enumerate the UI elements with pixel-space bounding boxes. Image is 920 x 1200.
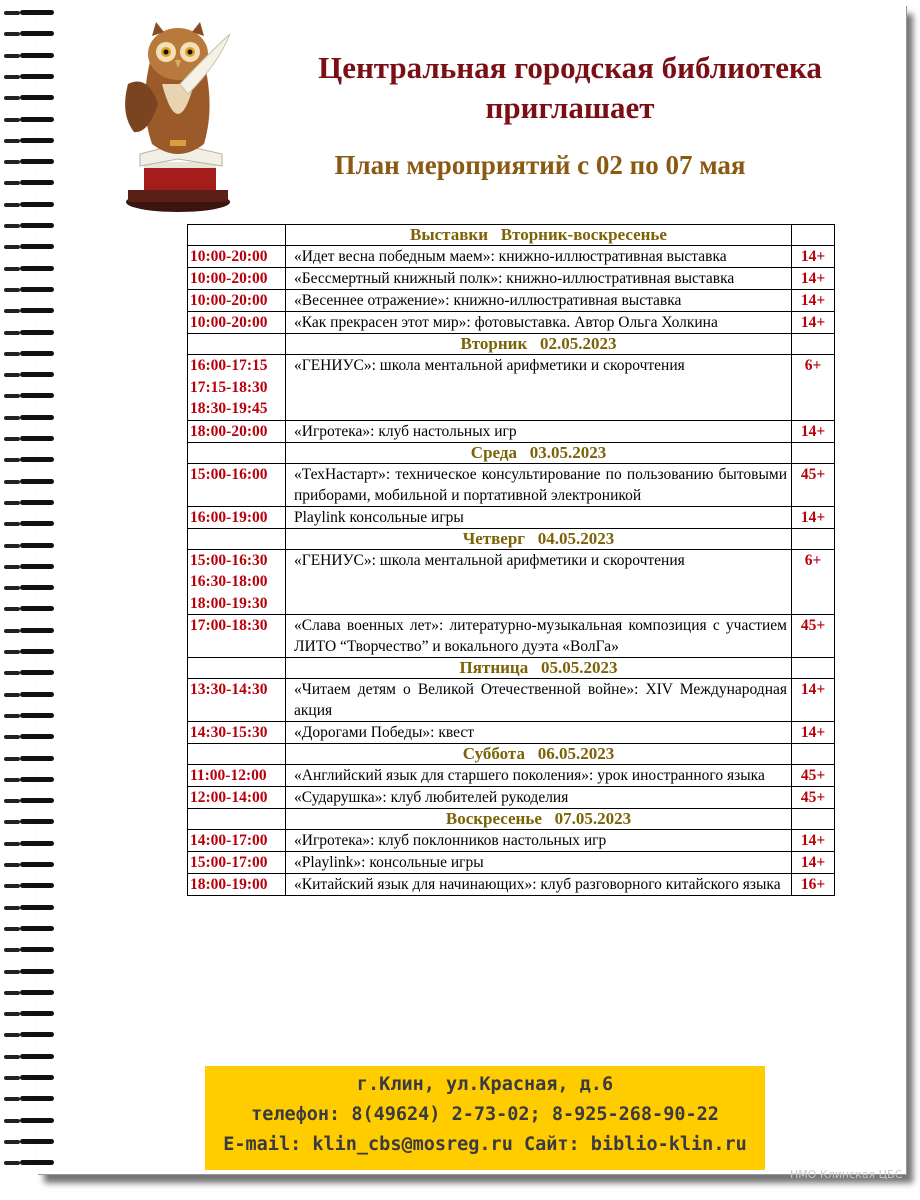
spiral-ring — [4, 606, 56, 613]
event-time: 12:00-14:00 — [188, 787, 286, 809]
page-subtitle: План мероприятий с 02 по 07 мая — [334, 150, 746, 180]
event-description: «Читаем детям о Великой Отечественной войне»: XIV Международная акция — [286, 679, 792, 722]
spiral-ring — [4, 543, 56, 550]
event-description: «Идет весна победным маем»: книжно-иллюстративная выставка — [286, 246, 792, 268]
spiral-ring — [4, 1054, 56, 1061]
ring-wire — [20, 649, 54, 654]
spiral-ring — [4, 266, 56, 273]
ring-wire — [20, 436, 54, 441]
spiral-binding — [4, 10, 64, 1180]
spiral-ring — [4, 862, 56, 869]
event-age-rating: 45+ — [792, 615, 835, 658]
section-row — [188, 442, 835, 463]
ring-wire — [20, 713, 54, 718]
ring-hole — [4, 948, 20, 952]
spiral-ring — [4, 244, 56, 251]
section-spacer — [792, 225, 835, 246]
section-spacer — [188, 658, 286, 679]
ring-wire — [20, 1032, 54, 1037]
ring-hole — [4, 54, 20, 58]
event-row — [188, 615, 835, 658]
ring-wire — [20, 841, 54, 846]
spiral-ring — [4, 138, 56, 145]
ring-wire — [20, 905, 54, 910]
event-row — [188, 765, 835, 787]
spiral-ring — [4, 1118, 56, 1125]
ring-wire — [20, 138, 54, 143]
event-age-rating: 14+ — [792, 679, 835, 722]
ring-wire — [20, 351, 54, 356]
contact-phone: телефон: 8(49624) 2-73-02; 8-925-268-90-22 — [251, 1104, 719, 1125]
ring-wire — [20, 585, 54, 590]
ring-hole — [4, 96, 20, 100]
ring-wire — [20, 244, 54, 249]
section-spacer — [792, 744, 835, 765]
event-description: «Как прекрасен этот мир»: фотовыставка. Автор Ольга Холкина — [286, 312, 792, 334]
event-row — [188, 268, 835, 290]
spiral-ring — [4, 372, 56, 379]
spiral-ring — [4, 1075, 56, 1082]
ring-wire — [20, 202, 54, 207]
event-description: «Playlink»: консольные игры — [286, 852, 792, 874]
ring-wire — [20, 969, 54, 974]
event-description: «Игротека»: клуб настольных игр — [286, 420, 792, 442]
ring-wire — [20, 330, 54, 335]
schedule-table — [187, 224, 835, 896]
spiral-ring — [4, 1160, 56, 1167]
spiral-ring — [4, 841, 56, 848]
ring-hole — [4, 970, 20, 974]
ring-hole — [4, 373, 20, 377]
event-time: 10:00-20:00 — [188, 246, 286, 268]
section-heading: Выставки Вторник-воскресенье — [286, 225, 792, 246]
event-description: Playlink консольные игры — [286, 506, 792, 528]
event-time: 17:00-18:30 — [188, 615, 286, 658]
owl-logo-icon — [118, 14, 238, 214]
ring-hole — [4, 139, 20, 143]
ring-hole — [4, 394, 20, 398]
ring-hole — [4, 416, 20, 420]
spiral-ring — [4, 330, 56, 337]
ring-wire — [20, 180, 54, 185]
ring-hole — [4, 480, 20, 484]
ring-hole — [4, 1140, 20, 1144]
ring-wire — [20, 10, 54, 15]
event-description: «ГЕНИУС»: школа ментальной арифметики и скорочтения — [286, 549, 792, 615]
ring-wire — [20, 393, 54, 398]
ring-wire — [20, 670, 54, 675]
ring-hole — [4, 309, 20, 313]
ring-hole — [4, 245, 20, 249]
event-time: 14:30-15:30 — [188, 722, 286, 744]
event-description: «Английский язык для старшего поколения»: урок иностранного языка — [286, 765, 792, 787]
ring-wire — [20, 777, 54, 782]
ring-wire — [20, 457, 54, 462]
ring-hole — [4, 842, 20, 846]
spiral-ring — [4, 969, 56, 976]
event-age-rating: 6+ — [792, 549, 835, 615]
ring-wire — [20, 819, 54, 824]
ring-hole — [4, 863, 20, 867]
event-age-rating: 14+ — [792, 312, 835, 334]
spiral-ring — [4, 308, 56, 315]
ring-hole — [4, 458, 20, 462]
event-row — [188, 549, 835, 615]
section-spacer — [792, 658, 835, 679]
ring-wire — [20, 266, 54, 271]
section-spacer — [792, 809, 835, 830]
spiral-ring — [4, 479, 56, 486]
event-row — [188, 874, 835, 896]
title-line-2: приглашает — [485, 90, 655, 125]
event-description: «ГЕНИУС»: школа ментальной арифметики и скорочтения — [286, 355, 792, 421]
spiral-ring — [4, 883, 56, 890]
event-age-rating: 14+ — [792, 506, 835, 528]
ring-hole — [4, 820, 20, 824]
ring-hole — [4, 181, 20, 185]
event-age-rating: 45+ — [792, 765, 835, 787]
event-age-rating: 14+ — [792, 420, 835, 442]
event-time: 18:00-19:00 — [188, 874, 286, 896]
event-time: 13:30-14:30 — [188, 679, 286, 722]
spiral-ring — [4, 1096, 56, 1103]
section-spacer — [188, 334, 286, 355]
spiral-ring — [4, 756, 56, 763]
ring-wire — [20, 1054, 54, 1059]
ring-hole — [4, 203, 20, 207]
ring-wire — [20, 1075, 54, 1080]
section-heading: Вторник 02.05.2023 — [286, 334, 792, 355]
ring-wire — [20, 628, 54, 633]
event-row — [188, 355, 835, 421]
ring-wire — [20, 734, 54, 739]
event-age-rating: 14+ — [792, 852, 835, 874]
spiral-ring — [4, 393, 56, 400]
watermark: НМО Клинская ЦБС — [790, 1168, 903, 1181]
ring-hole — [4, 1097, 20, 1101]
event-age-rating: 14+ — [792, 268, 835, 290]
spiral-ring — [4, 95, 56, 102]
ring-wire — [20, 862, 54, 867]
spiral-ring — [4, 777, 56, 784]
section-heading: Воскресенье 07.05.2023 — [286, 809, 792, 830]
spiral-ring — [4, 947, 56, 954]
section-heading: Среда 03.05.2023 — [286, 442, 792, 463]
section-heading: Четверг 04.05.2023 — [286, 528, 792, 549]
ring-wire — [20, 947, 54, 952]
ring-wire — [20, 926, 54, 931]
event-row — [188, 290, 835, 312]
ring-hole — [4, 267, 20, 271]
ring-wire — [20, 372, 54, 377]
section-row — [188, 658, 835, 679]
ring-wire — [20, 1096, 54, 1101]
event-age-rating: 14+ — [792, 290, 835, 312]
ring-hole — [4, 799, 20, 803]
ring-hole — [4, 32, 20, 36]
section-row — [188, 528, 835, 549]
spiral-ring — [4, 415, 56, 422]
spiral-ring — [4, 223, 56, 230]
event-row — [188, 722, 835, 744]
ring-hole — [4, 11, 20, 15]
ring-wire — [20, 74, 54, 79]
event-row — [188, 463, 835, 506]
spiral-ring — [4, 564, 56, 571]
ring-wire — [20, 308, 54, 313]
spiral-ring — [4, 500, 56, 507]
spiral-ring — [4, 287, 56, 294]
event-time: 14:00-17:00 — [188, 830, 286, 852]
event-description: «ТехНастарт»: техническое консультирование по пользованию бытовыми приборами, мобильной и портативной электроникой — [286, 463, 792, 506]
ring-wire — [20, 606, 54, 611]
ring-wire — [20, 798, 54, 803]
ring-wire — [20, 159, 54, 164]
ring-wire — [20, 1139, 54, 1144]
event-description: «Весеннее отражение»: книжно-иллюстративная выставка — [286, 290, 792, 312]
ring-wire — [20, 415, 54, 420]
ring-hole — [4, 757, 20, 761]
section-heading: Пятница 05.05.2023 — [286, 658, 792, 679]
contact-address: г.Клин, ул.Красная, д.6 — [356, 1074, 614, 1095]
section-row — [188, 809, 835, 830]
spiral-ring — [4, 713, 56, 720]
event-row — [188, 246, 835, 268]
event-time: 15:00-16:30 16:30-18:00 18:00-19:30 — [188, 549, 286, 615]
event-time: 16:00-19:00 — [188, 506, 286, 528]
event-row — [188, 830, 835, 852]
ring-hole — [4, 565, 20, 569]
event-row — [188, 420, 835, 442]
event-time: 18:00-20:00 — [188, 420, 286, 442]
event-time: 10:00-20:00 — [188, 312, 286, 334]
ring-wire — [20, 95, 54, 100]
section-row — [188, 334, 835, 355]
title-line-1: Центральная городская библиотека — [318, 50, 822, 85]
event-age-rating: 45+ — [792, 463, 835, 506]
ring-hole — [4, 714, 20, 718]
ring-hole — [4, 118, 20, 122]
ring-wire — [20, 1160, 54, 1165]
spiral-ring — [4, 10, 56, 17]
section-spacer — [188, 528, 286, 549]
ring-hole — [4, 1055, 20, 1059]
event-row — [188, 787, 835, 809]
section-row — [188, 225, 835, 246]
ring-hole — [4, 906, 20, 910]
section-spacer — [792, 528, 835, 549]
event-age-rating: 14+ — [792, 246, 835, 268]
event-description: «Игротека»: клуб поклонников настольных игр — [286, 830, 792, 852]
ring-wire — [20, 53, 54, 58]
spiral-ring — [4, 117, 56, 124]
spiral-ring — [4, 1139, 56, 1146]
ring-wire — [20, 543, 54, 548]
ring-hole — [4, 1033, 20, 1037]
event-age-rating: 6+ — [792, 355, 835, 421]
ring-hole — [4, 1161, 20, 1165]
section-spacer — [792, 442, 835, 463]
ring-wire — [20, 31, 54, 36]
event-time: 10:00-20:00 — [188, 290, 286, 312]
spiral-ring — [4, 734, 56, 741]
ring-hole — [4, 884, 20, 888]
event-description: «Слава военных лет»: литературно-музыкальная композиция с участием ЛИТО “Творчество” и вокального дуэта «ВолГа» — [286, 615, 792, 658]
section-spacer — [188, 809, 286, 830]
event-row — [188, 312, 835, 334]
spiral-ring — [4, 180, 56, 187]
contact-box — [205, 1066, 765, 1170]
spiral-ring — [4, 649, 56, 656]
spiral-ring — [4, 351, 56, 358]
spiral-ring — [4, 74, 56, 81]
event-age-rating: 16+ — [792, 874, 835, 896]
spiral-ring — [4, 31, 56, 38]
ring-wire — [20, 883, 54, 888]
event-time: 15:00-16:00 — [188, 463, 286, 506]
spiral-ring — [4, 905, 56, 912]
ring-hole — [4, 75, 20, 79]
ring-hole — [4, 224, 20, 228]
event-time: 15:00-17:00 — [188, 852, 286, 874]
spiral-ring — [4, 53, 56, 60]
page-title — [240, 48, 900, 128]
ring-hole — [4, 1119, 20, 1123]
spiral-ring — [4, 798, 56, 805]
ring-wire — [20, 756, 54, 761]
spiral-ring — [4, 990, 56, 997]
ring-hole — [4, 586, 20, 590]
ring-wire — [20, 223, 54, 228]
ring-hole — [4, 629, 20, 633]
section-heading: Суббота 06.05.2023 — [286, 744, 792, 765]
ring-wire — [20, 117, 54, 122]
ring-wire — [20, 500, 54, 505]
ring-hole — [4, 522, 20, 526]
event-age-rating: 14+ — [792, 722, 835, 744]
ring-wire — [20, 521, 54, 526]
event-description: «Бессмертный книжный полк»: книжно-иллюстративная выставка — [286, 268, 792, 290]
section-spacer — [188, 225, 286, 246]
spiral-ring — [4, 202, 56, 209]
ring-hole — [4, 650, 20, 654]
ring-hole — [4, 1076, 20, 1080]
ring-hole — [4, 288, 20, 292]
event-age-rating: 45+ — [792, 787, 835, 809]
spiral-ring — [4, 457, 56, 464]
ring-hole — [4, 778, 20, 782]
spiral-ring — [4, 692, 56, 699]
spiral-ring — [4, 628, 56, 635]
ring-hole — [4, 607, 20, 611]
ring-wire — [20, 692, 54, 697]
event-time: 16:00-17:15 17:15-18:30 18:30-19:45 — [188, 355, 286, 421]
ring-wire — [20, 1011, 54, 1016]
ring-hole — [4, 331, 20, 335]
ring-wire — [20, 1118, 54, 1123]
event-row — [188, 679, 835, 722]
spiral-ring — [4, 926, 56, 933]
spiral-ring — [4, 1032, 56, 1039]
ring-wire — [20, 564, 54, 569]
spiral-ring — [4, 585, 56, 592]
ring-hole — [4, 352, 20, 356]
spiral-ring — [4, 1011, 56, 1018]
contact-email-site: E-mail: klin_cbs@mosreg.ru Сайт: biblio-klin.ru — [223, 1134, 747, 1155]
spiral-ring — [4, 521, 56, 528]
event-row — [188, 506, 835, 528]
ring-hole — [4, 735, 20, 739]
ring-hole — [4, 501, 20, 505]
ring-hole — [4, 544, 20, 548]
event-age-rating: 14+ — [792, 830, 835, 852]
ring-wire — [20, 990, 54, 995]
event-description: «Китайский язык для начинающих»: клуб разговорного китайского языка — [286, 874, 792, 896]
event-description: «Сударушка»: клуб любителей рукоделия — [286, 787, 792, 809]
ring-wire — [20, 479, 54, 484]
ring-hole — [4, 160, 20, 164]
spiral-ring — [4, 159, 56, 166]
event-row — [188, 852, 835, 874]
spiral-ring — [4, 436, 56, 443]
event-description: «Дорогами Победы»: квест — [286, 722, 792, 744]
spiral-ring — [4, 670, 56, 677]
section-row — [188, 744, 835, 765]
ring-hole — [4, 437, 20, 441]
ring-hole — [4, 693, 20, 697]
event-time: 10:00-20:00 — [188, 268, 286, 290]
ring-hole — [4, 991, 20, 995]
ring-wire — [20, 287, 54, 292]
section-spacer — [792, 334, 835, 355]
ring-hole — [4, 671, 20, 675]
ring-hole — [4, 1012, 20, 1016]
section-spacer — [188, 442, 286, 463]
spiral-ring — [4, 819, 56, 826]
ring-hole — [4, 927, 20, 931]
event-time: 11:00-12:00 — [188, 765, 286, 787]
section-spacer — [188, 744, 286, 765]
